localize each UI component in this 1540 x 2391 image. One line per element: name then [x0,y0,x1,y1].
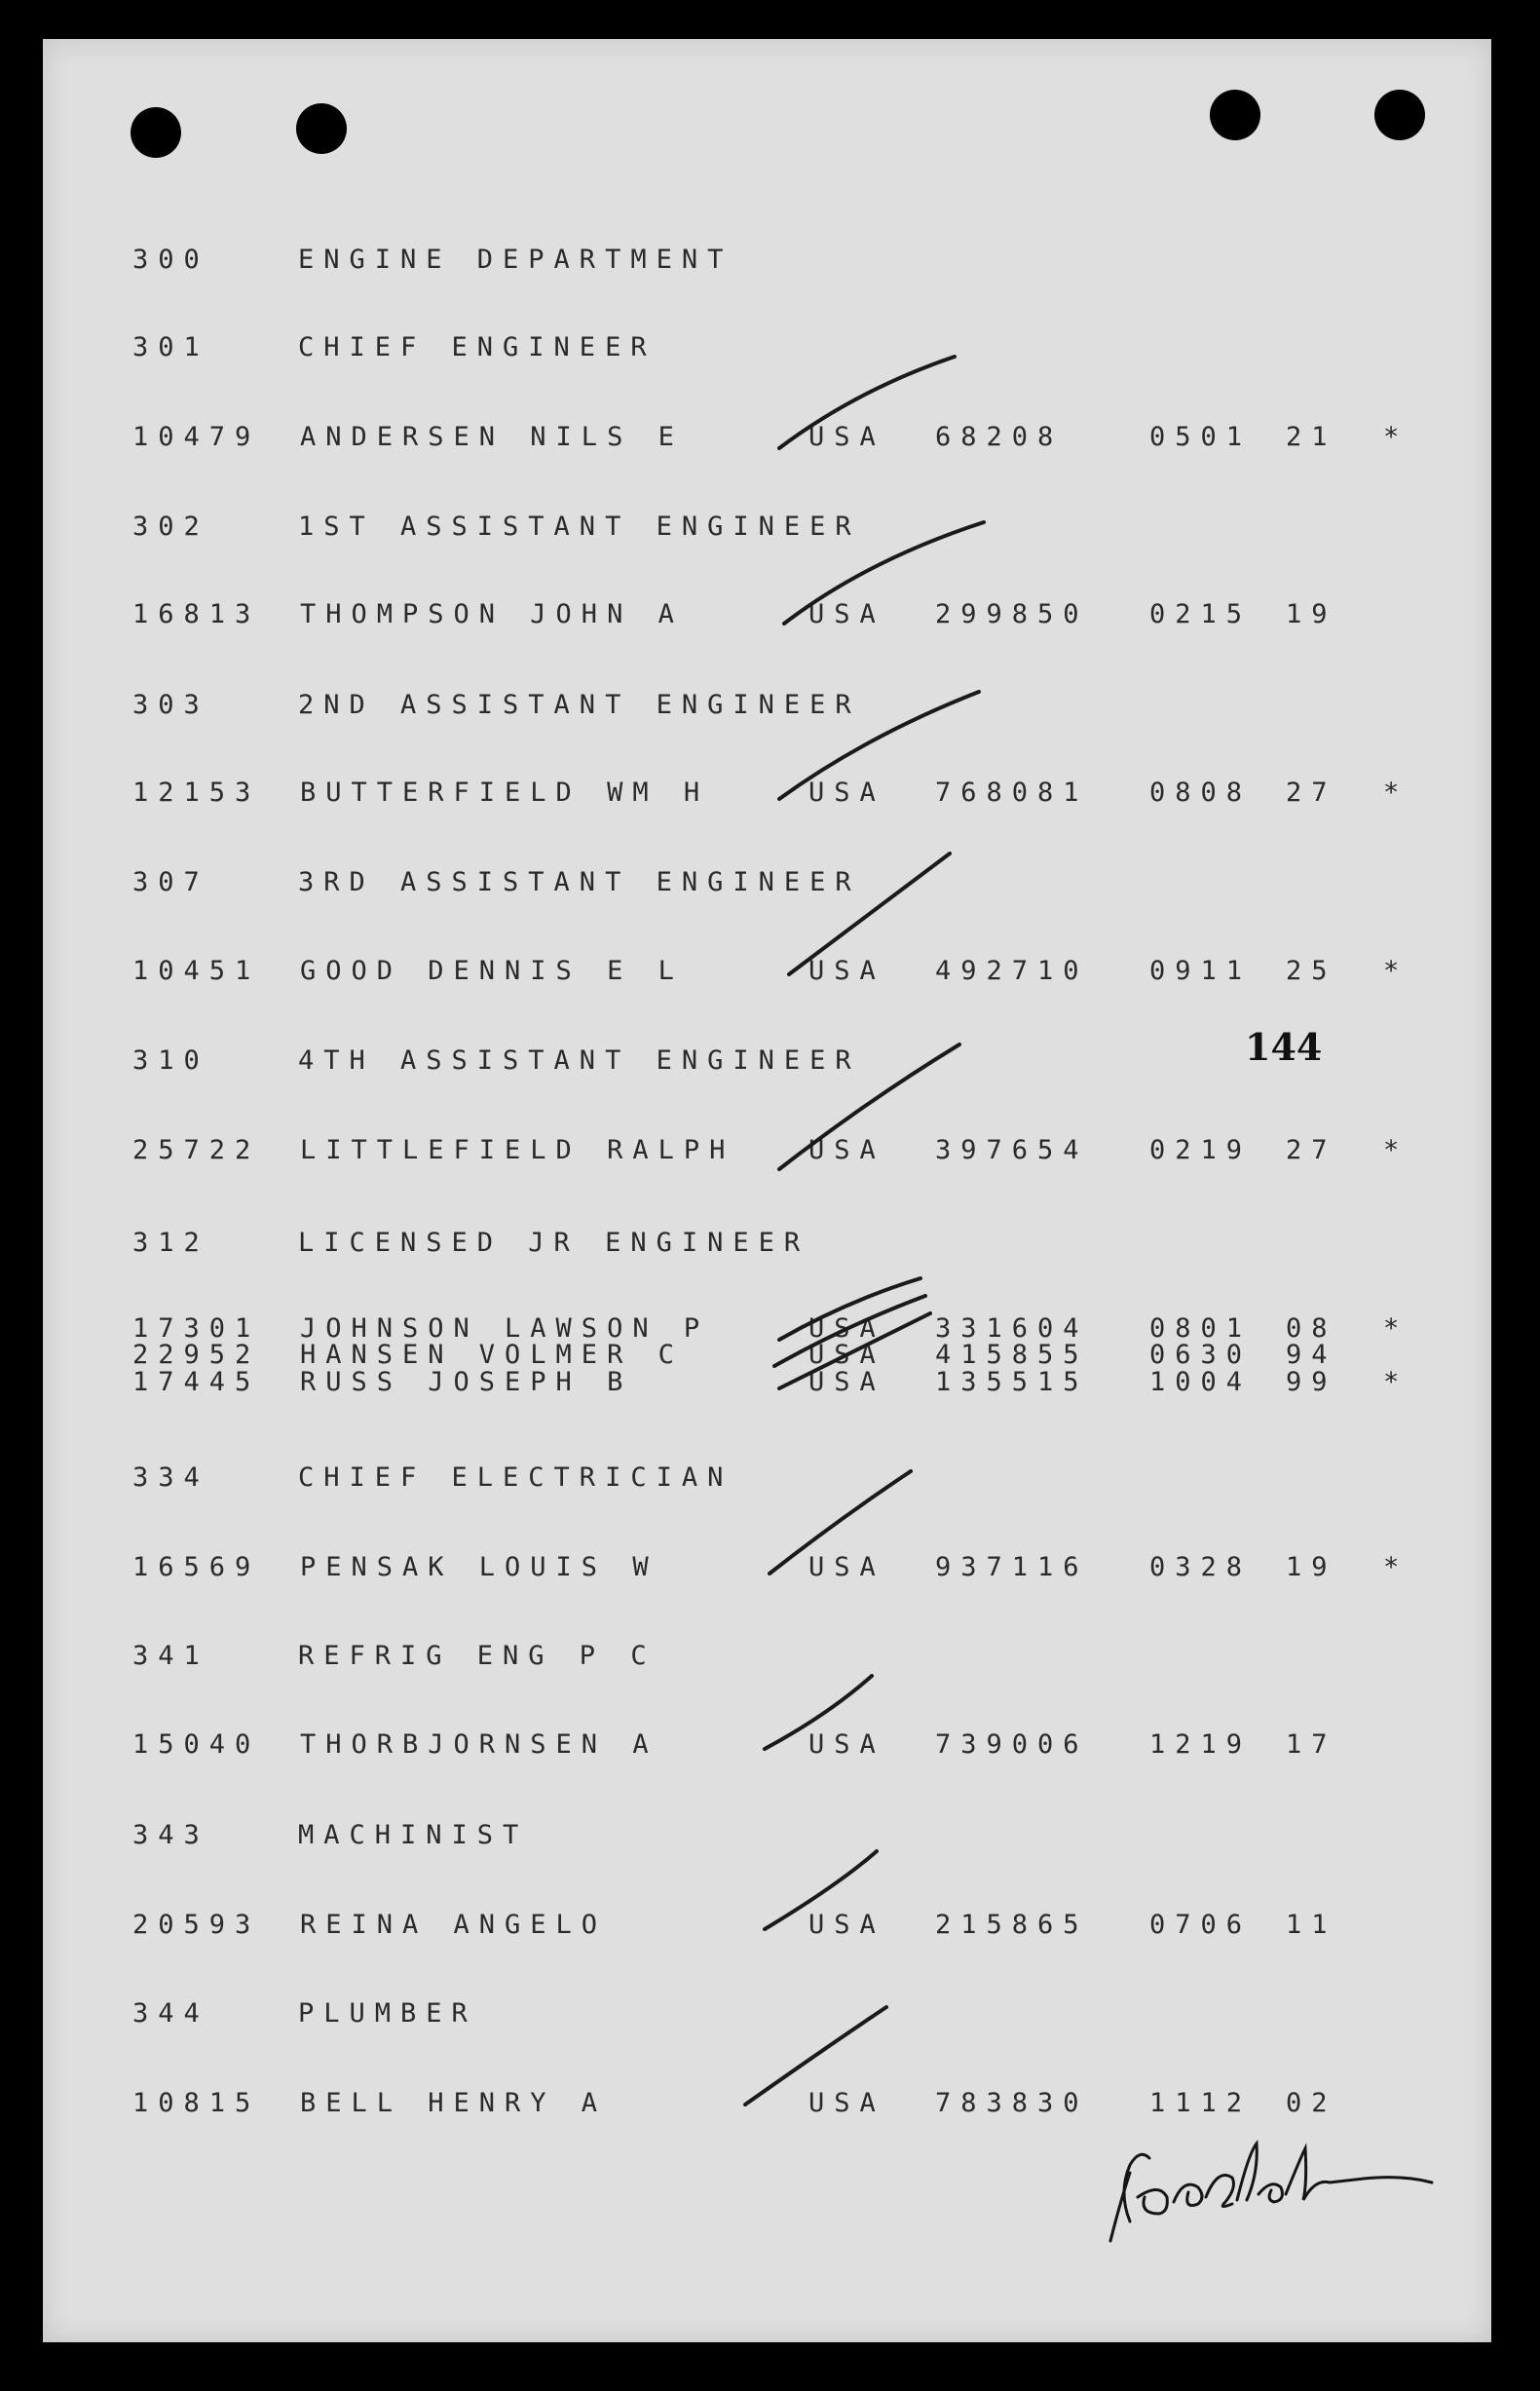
age: 11 [1286,1910,1337,1940]
certificate-number: 415855 [935,1340,1089,1370]
nationality: USA [808,1729,885,1760]
section-title: 1ST ASSISTANT ENGINEER [298,512,861,542]
section-title: CHIEF ELECTRICIAN [298,1462,733,1493]
star-mark: * [1383,778,1409,808]
star-mark: * [1383,1367,1409,1397]
age: 99 [1286,1367,1337,1397]
certificate-number: 492710 [935,956,1089,986]
person-name: LITTLEFIELD RALPH [300,1135,735,1165]
nationality: USA [808,422,885,452]
person-id: 10815 [132,2088,261,2118]
date-code: 1004 [1149,1367,1253,1397]
certificate-number: 739006 [935,1729,1089,1760]
star-mark: * [1383,1313,1409,1344]
person-name: HANSEN VOLMER C [300,1340,684,1370]
person-name: RUSS JOSEPH B [300,1367,633,1397]
section-title: 3RD ASSISTANT ENGINEER [298,867,861,897]
section-code: 343 [132,1820,209,1850]
age: 27 [1286,778,1337,808]
section-code: 307 [132,867,209,897]
section-code: 312 [132,1228,209,1258]
certificate-number: 68208 [935,422,1064,452]
check-mark [765,1851,877,1929]
person-name: JOHNSON LAWSON P [300,1313,710,1344]
age: 17 [1286,1729,1337,1760]
nationality: USA [808,1910,885,1940]
certificate-number: 215865 [935,1910,1089,1940]
check-mark [784,522,984,624]
age: 19 [1286,1552,1337,1582]
person-id: 15040 [132,1729,261,1760]
age: 94 [1286,1340,1337,1370]
person-name: BELL HENRY A [300,2088,608,2118]
section-title: 2ND ASSISTANT ENGINEER [298,690,861,720]
section-code: 341 [132,1641,209,1671]
date-code: 0630 [1149,1340,1253,1370]
date-code: 0501 [1149,422,1253,452]
age: 19 [1286,599,1337,629]
person-id: 12153 [132,778,261,808]
certificate-number: 135515 [935,1367,1089,1397]
date-code: 0328 [1149,1552,1253,1582]
person-id: 16569 [132,1552,261,1582]
section-code: 301 [132,332,209,362]
certificate-number: 299850 [935,599,1089,629]
person-id: 25722 [132,1135,261,1165]
star-mark: * [1383,1135,1409,1165]
certificate-number: 937116 [935,1552,1089,1582]
section-code: 302 [132,512,209,542]
certificate-number: 397654 [935,1135,1089,1165]
age: 08 [1286,1313,1337,1344]
person-id: 22952 [132,1340,261,1370]
certificate-number: 768081 [935,778,1089,808]
section-title: REFRIG ENG P C [298,1641,657,1671]
check-mark [779,692,979,799]
section-code: 300 [132,245,209,275]
star-mark: * [1383,1552,1409,1582]
date-code: 0215 [1149,599,1253,629]
person-name: THORBJORNSEN A [300,1729,658,1760]
nationality: USA [808,778,885,808]
section-code: 303 [132,690,209,720]
date-code: 0801 [1149,1313,1253,1344]
nationality: USA [808,2088,885,2118]
person-id: 16813 [132,599,261,629]
nationality: USA [808,1135,885,1165]
date-code: 0808 [1149,778,1253,808]
date-code: 1219 [1149,1729,1253,1760]
nationality: USA [808,1552,885,1582]
nationality: USA [808,599,885,629]
section-title: 4TH ASSISTANT ENGINEER [298,1045,861,1076]
star-mark: * [1383,956,1409,986]
section-code: 334 [132,1462,209,1493]
person-name: THOMPSON JOHN A [300,599,684,629]
signature [1110,2144,1432,2241]
check-mark [779,1044,959,1169]
check-mark [745,2007,886,2105]
date-code: 0219 [1149,1135,1253,1165]
section-title: CHIEF ENGINEER [298,332,657,362]
person-name: GOOD DENNIS E L [300,956,684,986]
page-number-stamp: 144 [1245,1025,1323,1069]
age: 02 [1286,2088,1337,2118]
person-name: REINA ANGELO [300,1910,608,1940]
nationality: USA [808,956,885,986]
certificate-number: 331604 [935,1313,1089,1344]
person-name: BUTTERFIELD WM H [300,778,710,808]
person-id: 17445 [132,1367,261,1397]
section-code: 310 [132,1045,209,1076]
person-name: PENSAK LOUIS W [300,1552,658,1582]
date-code: 0706 [1149,1910,1253,1940]
section-code: 344 [132,1998,209,2029]
check-mark [789,854,950,974]
star-mark: * [1383,422,1409,452]
nationality: USA [808,1313,885,1344]
date-code: 0911 [1149,956,1253,986]
section-title: LICENSED JR ENGINEER [298,1228,810,1258]
age: 25 [1286,956,1337,986]
person-id: 10479 [132,422,261,452]
section-title: PLUMBER [298,1998,477,2029]
section-title: MACHINIST [298,1820,529,1850]
date-code: 1112 [1149,2088,1253,2118]
age: 27 [1286,1135,1337,1165]
person-id: 20593 [132,1910,261,1940]
nationality: USA [808,1367,885,1397]
section-title: ENGINE DEPARTMENT [298,245,733,275]
person-name: ANDERSEN NILS E [300,422,684,452]
age: 21 [1286,422,1337,452]
check-mark [770,1471,911,1574]
nationality: USA [808,1340,885,1370]
check-mark [779,357,955,452]
person-id: 17301 [132,1313,261,1344]
person-id: 10451 [132,956,261,986]
certificate-number: 783830 [935,2088,1089,2118]
check-mark [765,1676,872,1749]
